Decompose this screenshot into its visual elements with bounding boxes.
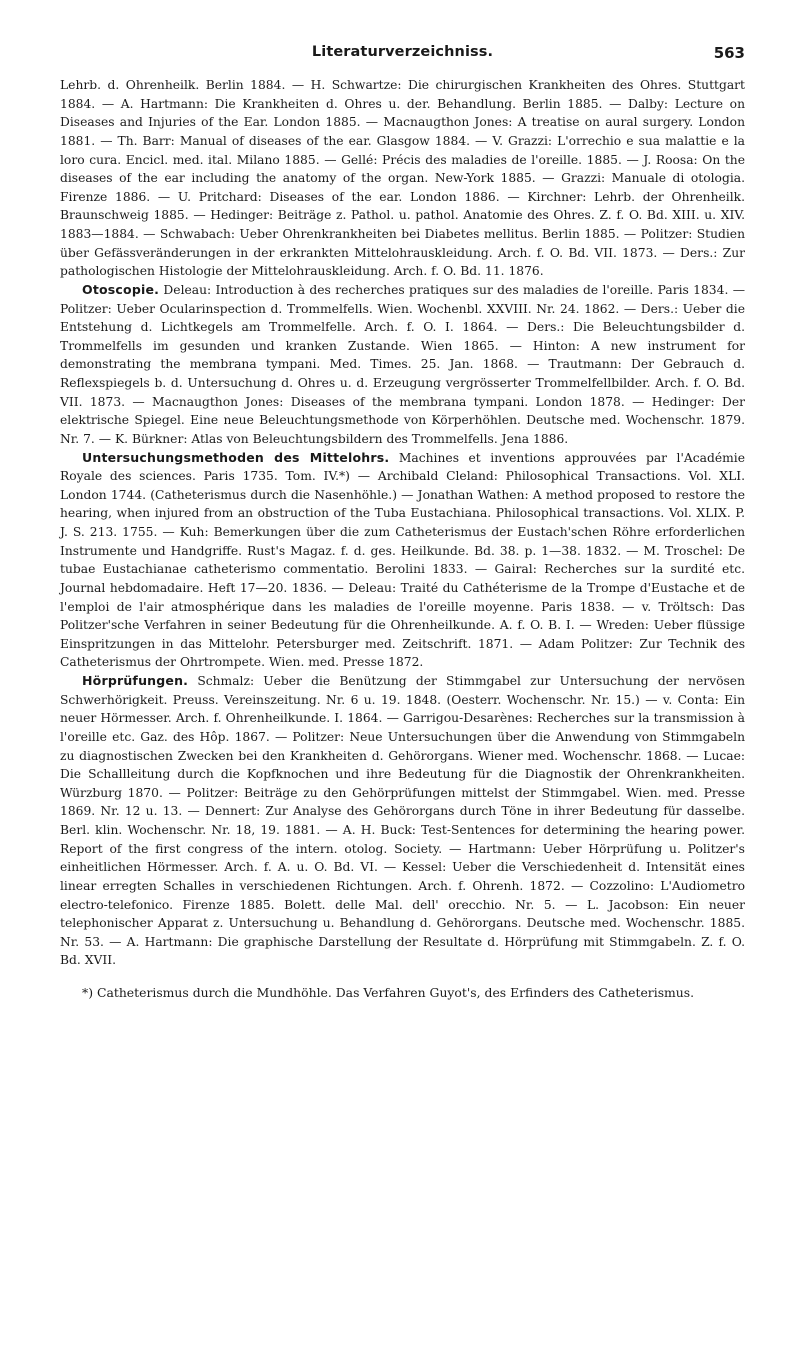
section-heading-hoerpruefungen: Hörprüfungen. bbox=[82, 673, 189, 688]
paragraph-text: Schmalz: Ueber die Benützung der Stimmgabel zur Untersuchung der nervösen Schwerhörigkeit. Preuss. Vereinszeitung. Nr. 6 u. 19. 1848. (Oesterr. Wochenschr. Nr. 15.) — v. Conta: Ein neuer Hörmesser. Arch. f. Ohrenheilkunde. I. 1864. — Garrigou-Desarènes: Recherches sur la transmission à l'oreille etc. Gaz. des Hôp. 1867. — Politzer: Neue Untersuchungen über die Anwendung von Stimmgabeln zu diagnostischen Zwecken bei den Krankheiten d. Gehörorgans. Wiener med. Wochenschr. 1868. — Lucae: Die Schallleitung durch die Kopfknochen und ihre Bedeutung für die Diagnostik der Ohrenkrankheiten. Würzburg 1870. — Politzer: Beiträge zu den Gehörprüfungen mittelst der Stimmgabel. Wien. med. Presse 1869. Nr. 12 u. 13. — Dennert: Zur Analyse des Gehörorgans durch Töne in ihrer Bedeutung für dasselbe. Berl. klin. Wochenschr. Nr. 18, 19. 1881. — A. H. Buck: Test-Sentences for determining the hearing power. Report of the first congress of the intern. otolog. Society. — Hartmann: Ueber Hörprüfung u. Politzer's einheitlichen Hörmesser. Arch. f. A. u. O. Bd. VI. — Kessel: Ueber die Verschiedenheit d. Intensität eines linear erregten Schalles in verschiedenen Richtungen. Arch. f. Ohrenh. 1872. — Cozzolino: L'Audiometro electro-telefonico. Firenze 1885. Bolett. delle Mal. dell' orecchio. Nr. 5. — L. Jacobson: Ein neuer telephonischer Apparat z. Untersuchung u. Behandlung d. Gehörorgans. Deutsche med. Wochenschr. 1885. Nr. 53. — A. Hartmann: Die graphische Darstellung der Resultate d. Hörprüfung mit Stimmgabeln. Z. f. O. Bd. XVII. bbox=[60, 674, 745, 968]
running-header bbox=[60, 44, 745, 69]
paragraph-text: Machines et inventions approuvées par l'Académie Royale des sciences. Paris 1735. Tom. IV.*) — Archibald Cleland: Philosophical Transactions. Vol. XLI. London 1744. (Catheterismus durch die Nasenhöhle.) — Jonathan Wathen: A method proposed to restore the hearing, when injured from an obstruction of the Tuba Eustachiana. Philosophical transactions. Vol. XLIX. P. J. S. 213. 1755. — Kuh: Bemerkungen über die zum Catheterismus der Eustach'schen Röhre erforderlichen Instrumente und Handgriffe. Rust's Magaz. f. d. ges. Heilkunde. Bd. 38. p. 1—38. 1832. — M. Troschel: De tubae Eustachianae catheterismo commentatio. Berolini 1833. — Gairal: Recherches sur la surdité etc. Journal hebdomadaire. Heft 17—20. 1836. — Deleau: Traité du Cathéterisme de la Trompe d'Eustache et de l'emploi de l'air atmosphérique dans les maladies de l'oreille moyenne. Paris 1838. — v. Tröltsch: Das Politzer'sche Verfahren in seiner Bedeutung für die Ohrenheilkunde. A. f. O. B. I. — Wreden: Ueber flüssige Einspritzungen in das Mittelohr. Petersburger med. Zeitschrift. 1871. — Adam Politzer: Zur Technik des Catheterismus der Ohrtrompete. Wien. med. Presse 1872. bbox=[60, 450, 745, 670]
running-head-title: Literaturverzeichniss. bbox=[311, 44, 494, 60]
page-number: 563 bbox=[713, 44, 745, 62]
paragraph-text: Lehrb. d. Ohrenheilk. Berlin 1884. — H. Schwartze: Die chirurgischen Krankheiten des Ohres. Stuttgart 1884. — A. Hartmann: Die Krankheiten d. Ohres u. der. Behandlung. Berlin 1885. — Dalby: Lecture on Diseases and Injuries of the Ear. London 1885. — Macnaugthon Jones: A treatise on aural surgery. London 1881. — Th. Barr: Manual of diseases of the ear. Glasgow 1884. — V. Grazzi: L'orrechio e sua malattie e la loro cura. Encicl. med. ital. Milano 1885. — Gellé: Précis des maladies de l'oreille. 1885. — J. Roosa: On the diseases of the ear including the anatomy of the organ. New-York 1885. — Grazzi: Manuale di otologia. Firenze 1886. — U. Pritchard: Diseases of the ear. London 1886. — Kirchner: Lehrb. der Ohrenheilk. Braunschweig 1885. — Hedinger: Beiträge z. Pathol. u. pathol. Anatomie des Ohres. Z. f. O. Bd. XIII. u. XIV. 1883—1884. — Schwabach: Ueber Ohrenkrankheiten bei Diabetes mellitus. Berlin 1885. — Politzer: Studien über Gefässveränderungen in der erkrankten Mittelohrauskleidung. Arch. f. O. Bd. VII. 1873. — Ders.: Zur pathologischen Histologie der Mittelohrauskleidung. Arch. f. O. Bd. 11. 1876. bbox=[60, 78, 745, 279]
bibliography-paragraph-general bbox=[60, 76, 745, 281]
bibliography-paragraph-otoscopie bbox=[60, 281, 745, 449]
bibliography-paragraph-hoerpruefungen bbox=[60, 672, 745, 970]
section-heading-mittelohr: Untersuchungsmethoden des Mittelohrs. bbox=[82, 449, 390, 465]
footnote: *) Catheterismus durch die Mundhöhle. Das Verfahren Guyot's, des Erfinders des Catheterismus. bbox=[82, 985, 695, 1000]
bibliography-paragraph-mittelohr bbox=[60, 449, 745, 673]
bibliography-body bbox=[60, 76, 745, 970]
paragraph-text: Deleau: Introduction à des recherches pratiques sur des maladies de l'oreille. Paris 1834. — Politzer: Ueber Ocularinspection d. Trommelfells. Wien. Wochenbl. XXVIII. Nr. 24. 1862. — Ders.: Ueber die Entstehung d. Lichtkegels am Trommelfelle. Arch. f. O. I. 1864. — Ders.: Die Beleuchtungsbilder d. Trommelfells im gesunden und kranken Zustande. Wien 1865. — Hinton: A new instrument for demonstrating the membrana tympani. Med. Times. 25. Jan. 1868. — Trautmann: Der Gebrauch d. Reflexspiegels b. d. Untersuchung d. Ohres u. d. Erzeugung vergrösserter Trommelfellbilder. Arch. f. O. Bd. VII. 1873. — Macnaugthon Jones: Diseases of the membrana tympani. London 1878. — Hedinger: Der elektrische Spiegel. Eine neue Beleuchtungsmethode von Körperhöhlen. Deutsche med. Wochenschr. 1879. Nr. 7. — K. Bürkner: Atlas von Beleuchtungsbildern des Trommelfells. Jena 1886. bbox=[60, 282, 745, 446]
section-heading-otoscopie: Otoscopie. bbox=[82, 281, 160, 297]
